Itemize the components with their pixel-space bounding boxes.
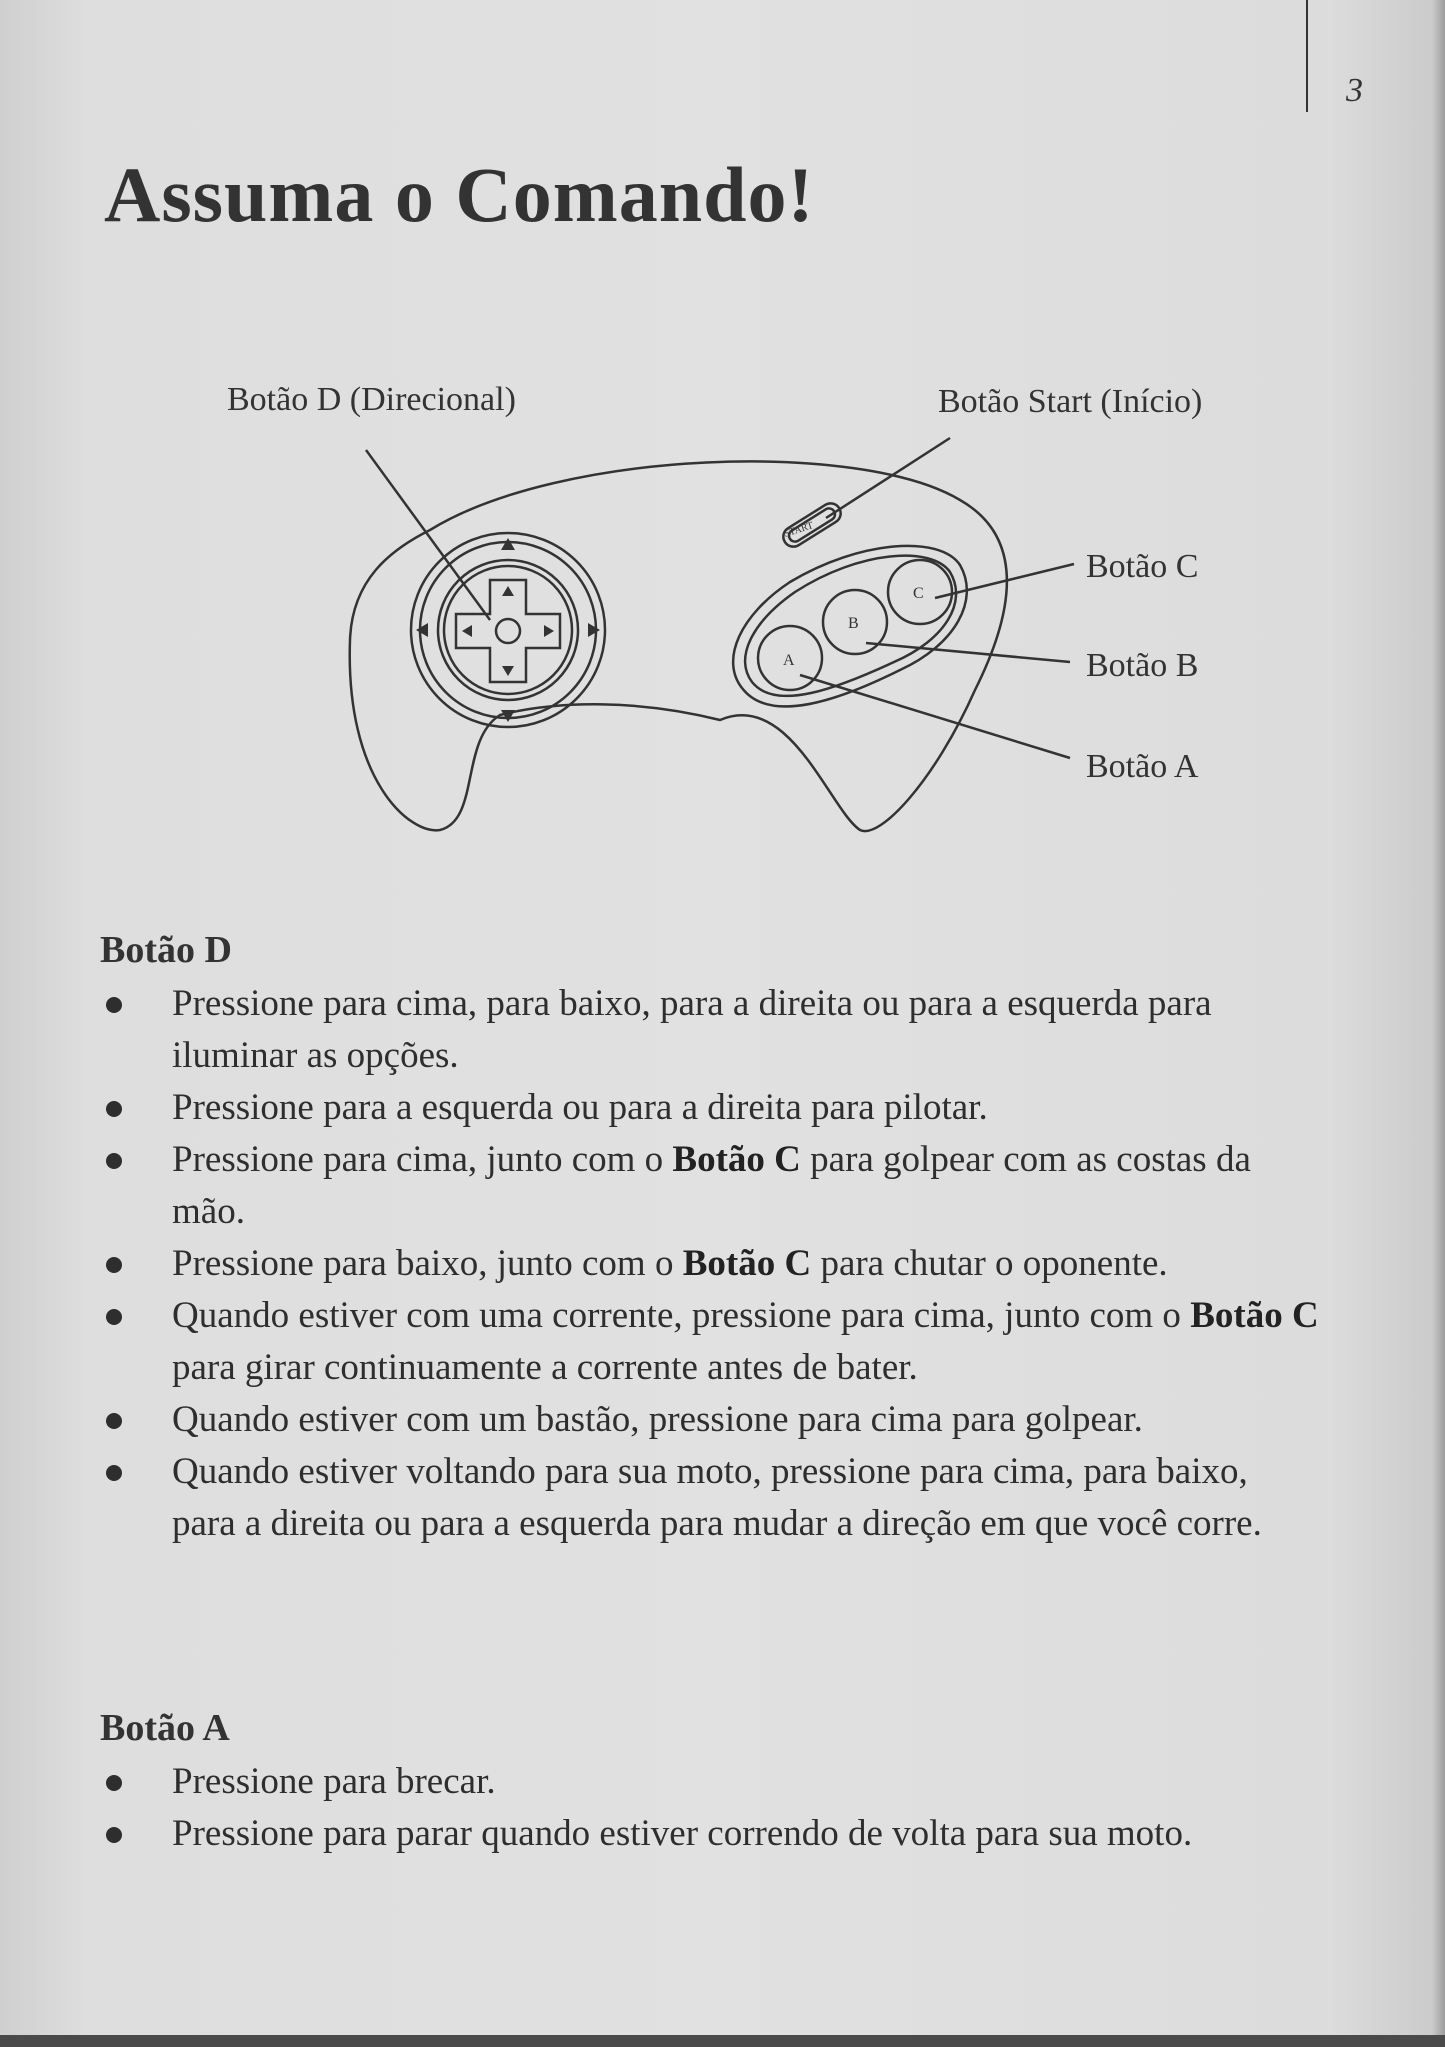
- page-number: 3: [1346, 72, 1363, 109]
- button-a-letter: A: [783, 652, 795, 669]
- bullet-list: [100, 1756, 1320, 1860]
- start-text: START: [782, 520, 815, 540]
- list-item: Pressione para baixo, junto com o Botão C para chutar o oponente.: [100, 1238, 1320, 1290]
- button-b-leader: [866, 643, 1070, 662]
- list-item: Quando estiver com uma corrente, pressione para cima, junto com o Botão C para girar continuamente a corrente antes de bater.: [100, 1290, 1320, 1394]
- list-item: Quando estiver com um bastão, pressione para cima para golpear.: [100, 1394, 1320, 1446]
- label-dpad: Botão D (Direcional): [227, 381, 516, 418]
- label-button-b: Botão B: [1086, 647, 1199, 684]
- list-item: Pressione para cima, junto com o Botão C para golpear com as costas da mão.: [100, 1134, 1320, 1238]
- button-c-leader: [935, 564, 1074, 598]
- bullet-icon: [106, 1153, 122, 1169]
- bullet-icon: [106, 1413, 122, 1429]
- page-rule: [1306, 0, 1308, 112]
- bullet-icon: [106, 1309, 122, 1325]
- controller-diagram: [0, 360, 1445, 860]
- label-button-c: Botão C: [1086, 548, 1199, 585]
- label-start: Botão Start (Início): [938, 383, 1203, 420]
- list-item: Quando estiver voltando para sua moto, pressione para cima, para baixo, para a direita ou para a esquerda para mudar a direção em que você corre.: [100, 1446, 1320, 1550]
- bullet-icon: [106, 997, 122, 1013]
- section-heading: Botão D: [100, 929, 232, 971]
- page-bottom-edge: [0, 2035, 1445, 2047]
- list-item: Pressione para cima, para baixo, para a direita ou para a esquerda para iluminar as opções.: [100, 978, 1320, 1082]
- bullet-icon: [106, 1775, 122, 1791]
- page-title: Assuma o Comando!: [104, 151, 815, 238]
- section-botao-d: [100, 928, 1320, 1550]
- bullet-icon: [106, 1465, 122, 1481]
- list-item: Pressione para a esquerda ou para a direita para pilotar.: [100, 1082, 1320, 1134]
- button-c-letter: C: [913, 585, 924, 602]
- list-item: Pressione para brecar.: [100, 1756, 1320, 1808]
- button-a-leader: [800, 675, 1070, 758]
- bullet-icon: [106, 1827, 122, 1843]
- bullet-list: [100, 978, 1320, 1550]
- dpad-outer-ring: [411, 533, 605, 727]
- dpad-middle-ring: [420, 542, 596, 718]
- list-item: Pressione para parar quando estiver correndo de volta para sua moto.: [100, 1808, 1320, 1860]
- start-leader: [826, 438, 950, 518]
- button-b-letter: B: [848, 615, 859, 632]
- bullet-icon: [106, 1101, 122, 1117]
- page-edge: [1431, 0, 1445, 2047]
- section-heading: Botão A: [100, 1707, 230, 1749]
- section-botao-a: [100, 1706, 1320, 1860]
- bullet-icon: [106, 1257, 122, 1273]
- label-button-a: Botão A: [1086, 748, 1199, 785]
